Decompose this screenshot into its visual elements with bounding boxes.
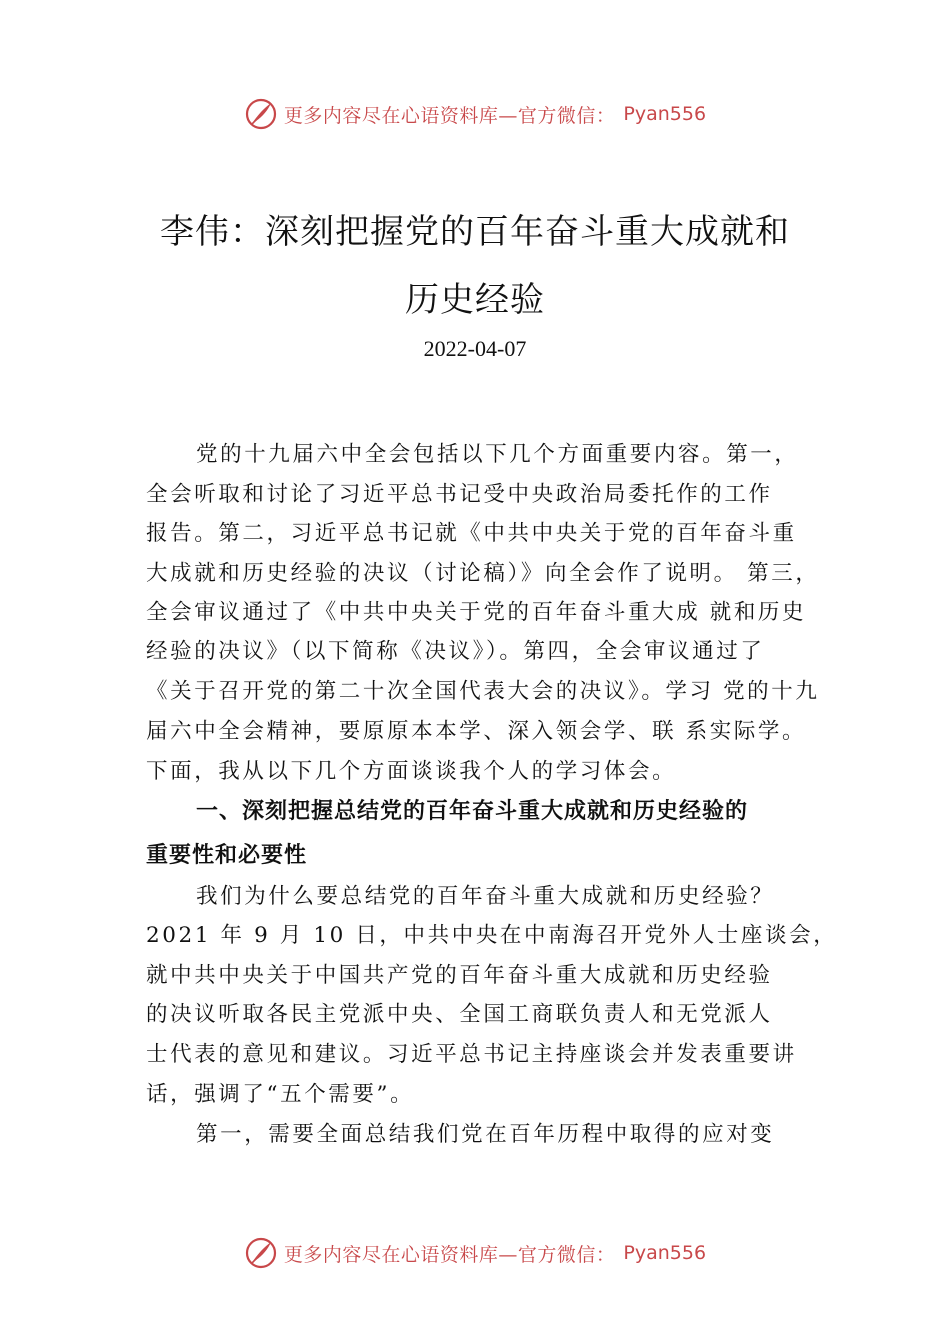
- paragraph-1-line: 经验的决议》（以下简称《决议》）。第四，全会审议通过了: [146, 639, 765, 664]
- paragraph-3-line: 第一，需要全面总结我们党在百年历程中取得的应对变: [196, 1122, 775, 1147]
- paragraph-1-line: 大成就和历史经验的决议（讨论稿）》向全会作了说明。 第三，: [146, 561, 820, 586]
- article-title-line-1: 李伟：深刻把握党的百年奋斗重大成就和: [160, 212, 790, 252]
- quill-logo-icon: [244, 1236, 278, 1270]
- footer-watermark-banner: [0, 1231, 950, 1275]
- paragraph-1-line: 全会听取和讨论了习近平总书记受中央政治局委托作的工作: [146, 482, 773, 507]
- paragraph-2-line: 就中共中央关于中国共产党的百年奋斗重大成就和历史经验: [146, 963, 773, 988]
- section-heading-line: 重要性和必要性: [146, 843, 308, 868]
- paragraph-2-line: 士代表的意见和建议。习近平总书记主持座谈会并发表重要讲: [146, 1042, 797, 1067]
- paragraph-1-line: 报告。第二，习近平总书记就《中共中央关于党的百年奋斗重: [146, 521, 797, 546]
- paragraph-2-line: 话，强调了“五个需要”。: [146, 1082, 415, 1107]
- paragraph-2-line: 2021 年 9 月 10 日，中共中央在中南海召开党外人士座谈会，: [146, 923, 838, 948]
- banner-wechat-id: Pyan556: [623, 103, 707, 125]
- paragraph-1-line: 《关于召开党的第二十次全国代表大会的决议》。学习 党的十九: [146, 679, 820, 704]
- section-heading-line: 一、深刻把握总结党的百年奋斗重大成就和历史经验的: [196, 799, 749, 824]
- article-date: 2022-04-07: [423, 336, 527, 361]
- paragraph-1-line: 届六中全会精神，要原原本本学、深入领会学、联 系实际学。: [146, 719, 807, 744]
- paragraph-2-line: 我们为什么要总结党的百年奋斗重大成就和历史经验？: [196, 884, 775, 909]
- paragraph-1-line: 全会审议通过了《中共中央关于党的百年奋斗重大成 就和历史: [146, 600, 807, 625]
- banner-text: 更多内容尽在心语资料库—官方微信：: [283, 104, 616, 127]
- article-title-line-2: 历史经验: [405, 280, 545, 320]
- paragraph-1-line: 下面，我从以下几个方面谈谈我个人的学习体会。: [146, 759, 677, 784]
- banner-wechat-id: Pyan556: [623, 1242, 707, 1264]
- paragraph-1-line: 党的十九届六中全会包括以下几个方面重要内容。第一，: [196, 442, 799, 467]
- paragraph-2-line: 的决议听取各民主党派中央、全国工商联负责人和无党派人: [146, 1002, 773, 1027]
- quill-logo-icon: [244, 97, 278, 131]
- header-watermark-banner: [0, 92, 950, 136]
- banner-text: 更多内容尽在心语资料库—官方微信：: [283, 1243, 616, 1266]
